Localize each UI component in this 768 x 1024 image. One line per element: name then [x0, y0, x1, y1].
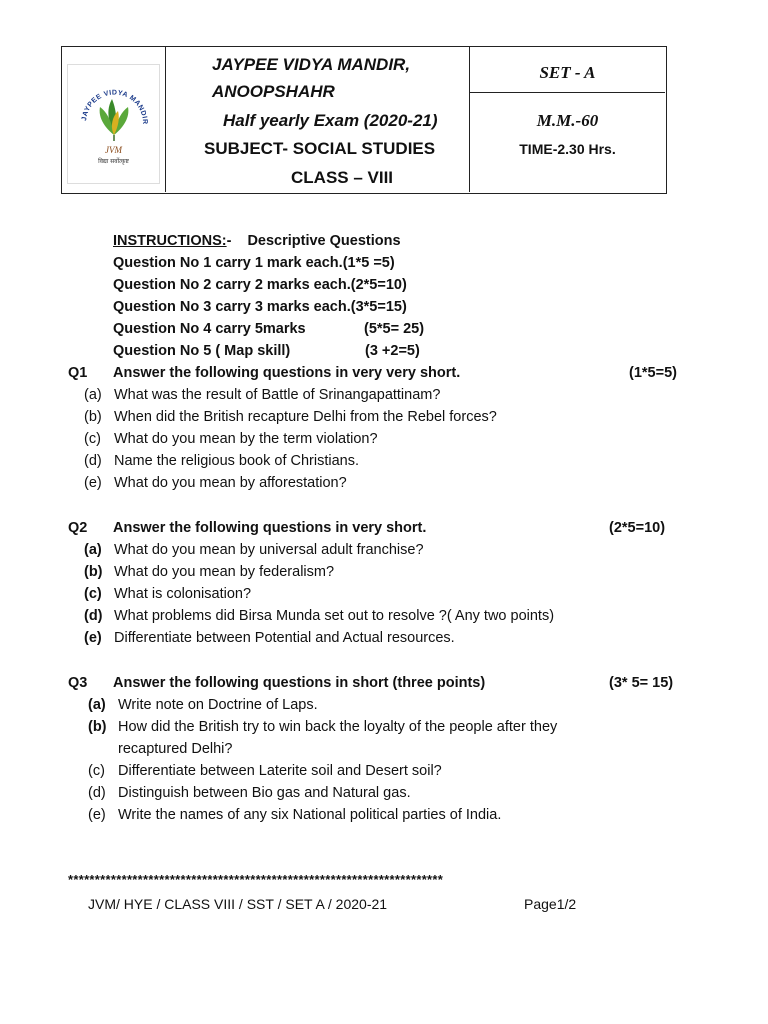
question-number: Q1 — [68, 365, 88, 381]
instruction-line — [113, 255, 395, 271]
part-label: (d) — [84, 453, 102, 469]
instructions-dash: - — [226, 233, 232, 249]
svg-text:JAYPEE VIDYA MANDIR: JAYPEE VIDYA MANDIR — [81, 89, 149, 125]
instruction-text: Question No 1 carry 1 mark each. — [113, 255, 343, 271]
instruction-text: Question No 3 carry 3 marks each. — [113, 299, 351, 315]
question-heading: Answer the following questions in very very short. — [113, 365, 461, 381]
instruction-marks: (3*5=15) — [350, 299, 407, 315]
instructions-heading — [113, 233, 401, 249]
class-line: CLASS – VIII — [291, 168, 394, 187]
set-cell — [470, 47, 665, 93]
question-heading: Answer the following questions in short (three points) — [113, 675, 486, 691]
part-text: When did the British recapture Delhi from the Rebel forces? — [114, 409, 497, 425]
part-text: What do you mean by the term violation? — [114, 431, 378, 447]
logo-cell — [62, 47, 166, 192]
school-name: JAYPEE VIDYA MANDIR, — [212, 55, 411, 74]
logo-tagline: विद्या सर्वोत्कृष्ट — [98, 158, 129, 165]
question-number: Q2 — [68, 520, 88, 536]
instruction-marks: (2*5=10) — [350, 277, 407, 293]
instruction-marks: (5*5= 25) — [364, 321, 425, 337]
part-text: What was the result of Battle of Srinangapattinam? — [114, 387, 441, 403]
part-label: (a) — [84, 387, 102, 403]
instruction-text: Question No 2 carry 2 marks each. — [113, 277, 351, 293]
instruction-line — [113, 299, 407, 315]
school-location: ANOOPSHAHR — [212, 82, 335, 101]
question-marks: (2*5=10) — [609, 520, 666, 536]
part-label: (d) — [88, 785, 106, 801]
instruction-line — [113, 277, 407, 293]
part-text: What is colonisation? — [114, 586, 252, 602]
question-marks: (1*5=5) — [629, 365, 677, 381]
time-allowed: TIME-2.30 Hrs. — [519, 141, 616, 157]
question-number: Q3 — [68, 675, 88, 691]
part-label: (b) — [84, 409, 102, 425]
part-text-continued: recaptured Delhi? — [118, 741, 233, 757]
instruction-text: Question No 4 carry 5marks — [113, 321, 306, 337]
set-label: SET - A — [539, 63, 596, 82]
header-table — [61, 46, 667, 194]
part-label: (c) — [84, 586, 102, 602]
part-text: Distinguish between Bio gas and Natural gas. — [118, 785, 411, 801]
part-text: What do you mean by federalism? — [114, 564, 335, 580]
part-label: (b) — [88, 719, 107, 735]
part-text: Differentiate between Laterite soil and Desert soil? — [118, 763, 442, 779]
logo-monogram: JVM — [105, 145, 122, 155]
page-number: Page1/2 — [524, 896, 577, 912]
instructions-title: Descriptive Questions — [247, 233, 401, 249]
part-label: (d) — [84, 608, 103, 624]
instruction-line — [113, 321, 306, 337]
part-label: (e) — [88, 807, 106, 823]
school-logo-graphic — [68, 65, 161, 185]
exam-title: Half yearly Exam (2020-21) — [223, 111, 438, 130]
part-label: (b) — [84, 564, 103, 580]
instruction-marks: (1*5 =5) — [342, 255, 395, 271]
part-label: (e) — [84, 475, 102, 491]
part-label: (c) — [84, 431, 101, 447]
instruction-line — [113, 343, 290, 359]
instructions-label: INSTRUCTIONS: — [113, 233, 227, 249]
instruction-marks: (3 +2=5) — [365, 343, 420, 359]
part-text: Write the names of any six National political parties of India. — [118, 807, 502, 823]
school-logo — [67, 64, 160, 184]
part-label: (a) — [84, 542, 102, 558]
part-text: What do you mean by universal adult franchise? — [114, 542, 424, 558]
subject-line: SUBJECT- SOCIAL STUDIES — [204, 139, 436, 158]
question-marks: (3* 5= 15) — [609, 675, 674, 691]
part-text: How did the British try to win back the loyalty of the people after they — [118, 719, 558, 735]
footer-divider: ********************************************************************** — [68, 872, 444, 887]
part-label: (c) — [88, 763, 105, 779]
part-text: What problems did Birsa Munda set out to resolve ?( Any two points) — [114, 608, 555, 624]
footer-code: JVM/ HYE / CLASS VIII / SST / SET A / 2020-21 — [88, 896, 388, 912]
part-text: Differentiate between Potential and Actual resources. — [114, 630, 455, 646]
part-text: Write note on Doctrine of Laps. — [118, 697, 318, 713]
part-text: What do you mean by afforestation? — [114, 475, 347, 491]
part-text: Name the religious book of Christians. — [114, 453, 360, 469]
part-label: (a) — [88, 697, 106, 713]
instruction-text: Question No 5 ( Map skill) — [113, 343, 291, 359]
max-marks: M.M.-60 — [536, 111, 599, 130]
question-heading: Answer the following questions in very short. — [113, 520, 427, 536]
title-cell — [166, 47, 470, 192]
part-label: (e) — [84, 630, 102, 646]
